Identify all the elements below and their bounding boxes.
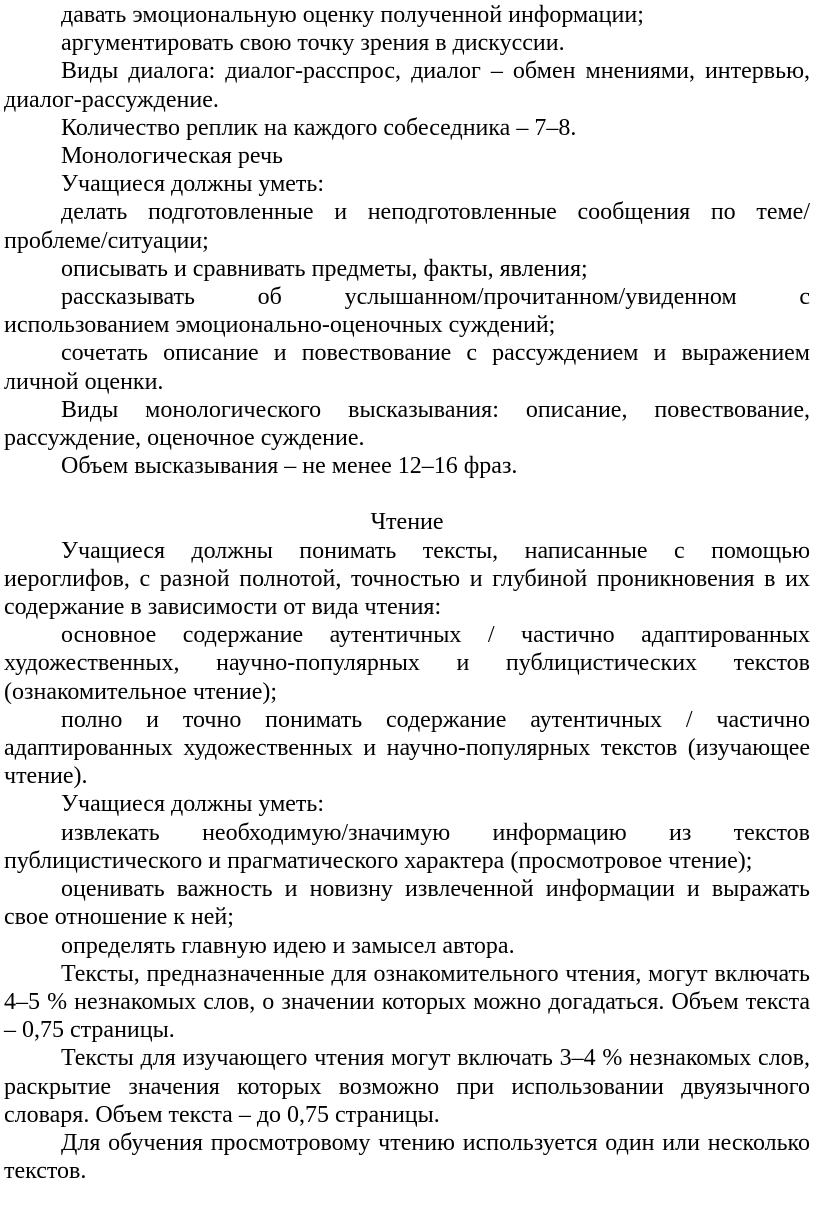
paragraph-students-should-2: Учащиеся должны уметь: <box>61 791 325 818</box>
paragraph-extract-information: извлекать необходимую/значимую информацию из текстов публицистического и прагматического характера (просмотровое чтение); <box>4 819 810 874</box>
paragraph-evaluate-importance: оценивать важность и новизну извлеченной информации и выражать свое отношение к ней; <box>4 876 810 931</box>
subheading-monologue-speech: Монологическая речь <box>61 143 283 170</box>
paragraph-prepared-messages: делать подготовленные и неподготовленные сообщения по теме/проблеме/ситуации; <box>4 199 810 254</box>
paragraph-emotional-evaluation: давать эмоциональную оценку полученной информации; <box>61 2 644 28</box>
paragraph-combine-description: сочетать описание и повествование с рассуждением и выражением личной оценки. <box>4 340 810 395</box>
section-heading-reading: Чтение <box>370 509 444 536</box>
paragraph-replica-count: Количество реплик на каждого собеседника – 7–8. <box>61 114 577 141</box>
paragraph-statement-volume: Объем высказывания – не менее 12–16 фраз. <box>61 453 518 480</box>
paragraph-study-texts: Тексты для изучающего чтения могут включать 3–4 % незнакомых слов, раскрытие значения которых возможно при использовании двуязычного словаря. Объем текста – до 0,75 страницы. <box>4 1045 810 1128</box>
paragraph-scanning-texts: Для обучения просмотровому чтению используется один или несколько текстов. <box>4 1129 810 1185</box>
paragraph-students-should-1: Учащиеся должны уметь: <box>61 171 325 198</box>
paragraph-skimming-texts: Тексты, предназначенные для ознакомительного чтения, могут включать 4–5 % незнакомых слов, о значении которых можно догадаться. Объем текста – 0,75 страницы. <box>4 960 810 1044</box>
paragraph-monologue-types: Виды монологического высказывания: описание, повествование, рассуждение, оценочное суждение. <box>4 396 810 452</box>
paragraph-dialogue-types: Виды диалога: диалог-расспрос, диалог – обмен мнениями, интервью, диалог-рассуждение. <box>4 58 810 113</box>
paragraph-understand-texts: Учащиеся должны понимать тексты, написанные с помощью иероглифов, с разной полнотой, точностью и глубиной проникновения в их содержание в зависимости от вида чтения: <box>4 537 810 621</box>
paragraph-main-content: основное содержание аутентичных / частично адаптированных художественных, научно-популярных и публицистических текстов (ознакомительное чтение); <box>4 622 810 705</box>
paragraph-full-understanding: полно и точно понимать содержание аутентичных / частично адаптированных художественных и научно-популярных текстов (изучающее чтение). <box>4 706 810 790</box>
paragraph-tell-about: рассказывать об услышанном/прочитанном/увиденном с использованием эмоционально-оценочных суждений; <box>4 284 810 339</box>
paragraph-describe-compare: описывать и сравнивать предметы, факты, явления; <box>61 255 588 282</box>
paragraph-main-idea: определять главную идею и замысел автора. <box>61 932 515 959</box>
document-page <box>0 1 816 1230</box>
paragraph-argue-viewpoint: аргументировать свою точку зрения в дискуссии. <box>61 30 565 57</box>
